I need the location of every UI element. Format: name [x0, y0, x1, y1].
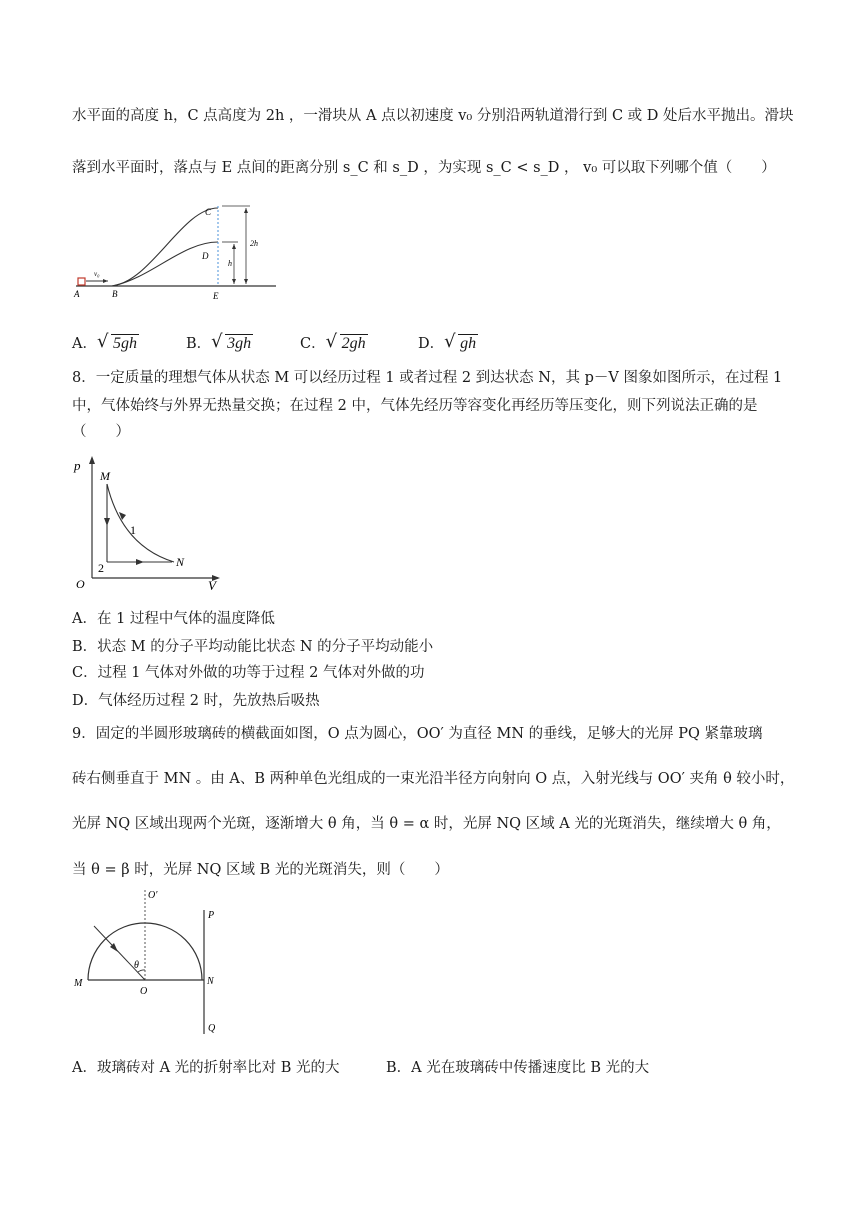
- q9-line-2: 砖右侧垂直于 MN 。由 A、B 两种单色光组成的一束光沿半径方向射向 O 点，入射光线与 OO′ 夹角 θ 较小时，: [72, 771, 795, 787]
- label-h: h: [228, 259, 232, 268]
- label-n: N: [176, 555, 185, 569]
- label-o: O: [76, 577, 85, 591]
- label-d: D: [202, 251, 209, 261]
- label-theta: θ: [134, 960, 139, 971]
- q7-option-a: A． √ 5gh: [72, 331, 137, 352]
- label-v0: v₀: [94, 270, 100, 278]
- label-m-point: M: [74, 978, 83, 989]
- q7-option-d: D． √ gh: [418, 331, 477, 352]
- q7-line-1: 水平面的高度 h，C 点高度为 2h ，一滑块从 A 点以初速度 v₀ 分别沿两轨道滑行到 C 或 D 处后水平抛出。滑块: [72, 108, 794, 124]
- label-o-prime: O′: [148, 890, 158, 901]
- q8-option-a: A．在 1 过程中气体的温度降低: [72, 611, 275, 627]
- q8-option-c: C．过程 1 气体对外做的功等于过程 2 气体对外做的功: [72, 665, 425, 681]
- q9-option-a: A．玻璃砖对 A 光的折射率比对 B 光的大: [72, 1060, 340, 1076]
- label-a: A: [74, 289, 80, 299]
- label-p-screen: P: [208, 910, 215, 921]
- label-2: 2: [98, 561, 104, 575]
- q9-semicircle-figure: [72, 886, 222, 1038]
- q7-track-figure: [72, 196, 278, 304]
- label-b: B: [112, 289, 118, 299]
- label-c: C: [205, 207, 212, 217]
- label-2h: 2h: [250, 239, 258, 248]
- label-q-screen: Q: [208, 1023, 216, 1034]
- q7-option-b: B． √ 3gh: [186, 331, 252, 352]
- q8-line-2: 中，气体始终与外界无热量交换；在过程 2 中，气体先经历等容变化再经历等压变化，则下列说法正确的是: [72, 398, 758, 414]
- label-o-center: O: [140, 986, 148, 997]
- label-p: p: [74, 458, 81, 473]
- q8-pv-graph: [72, 454, 232, 592]
- q9-line-1: 9．固定的半圆形玻璃砖的横截面如图，O 点为圆心，OO′ 为直径 MN 的垂线，足够大的光屏 PQ 紧靠玻璃: [72, 726, 763, 742]
- q9-line-4: 当 θ = β 时，光屏 NQ 区域 B 光的光斑消失，则（ ）: [72, 862, 449, 878]
- q7-line-2: 落到水平面时，落点与 E 点间的距离分别 s_C 和 s_D ，为实现 s_C < s_D ， v₀ 可以取下列哪个值（ ）: [72, 160, 776, 176]
- q8-line-1: 8．一定质量的理想气体从状态 M 可以经历过程 1 或者过程 2 到达状态 N，其 p－V 图象如图所示，在过程 1: [72, 370, 783, 386]
- label-m: M: [100, 469, 110, 483]
- q7-option-c: C． √ 2gh: [300, 331, 366, 352]
- q9-option-b: B．A 光在玻璃砖中传播速度比 B 光的大: [386, 1060, 650, 1076]
- label-n-point: N: [207, 976, 214, 987]
- q8-line-3: （ ）: [72, 424, 130, 440]
- label-1: 1: [130, 523, 136, 537]
- label-v: V: [208, 578, 216, 592]
- q9-line-3: 光屏 NQ 区域出现两个光斑，逐渐增大 θ 角，当 θ = α 时，光屏 NQ 区域 A 光的光斑消失，继续增大 θ 角，: [72, 816, 781, 832]
- q8-option-b: B．状态 M 的分子平均动能比状态 N 的分子平均动能小: [72, 639, 434, 655]
- label-e: E: [213, 291, 219, 301]
- q8-option-d: D．气体经历过程 2 时，先放热后吸热: [72, 693, 320, 709]
